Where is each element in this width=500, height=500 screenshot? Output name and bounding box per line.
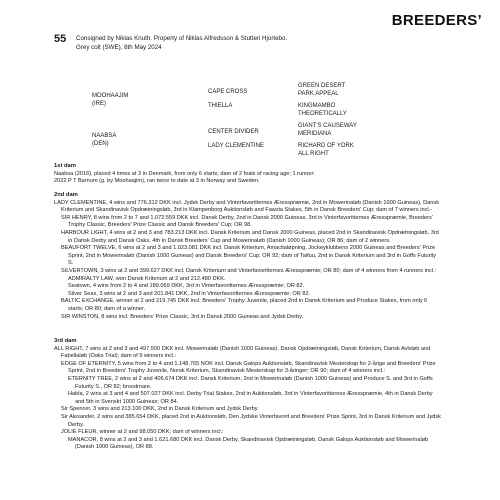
grand-progeny: ADMIRALTY LAW, won Dansk Kriterium at 2 and 212.480 DKK. <box>68 275 226 282</box>
third-dam-progeny: JOLIE FLEUR, winner at 2 and 98.050 DKK; dam of winners incl.: <box>61 429 224 436</box>
dam-dam-dam: ALL RIGHT <box>298 151 329 157</box>
lot-number: 55 <box>54 33 67 45</box>
third-dam-section <box>54 338 442 452</box>
first-dam-foal: 2022 P T Barnum (g. by Moohaajim), ran twice to date at 3 in Norway and Sweden. <box>54 178 260 185</box>
third-dam-progeny: Sir Spencer, 3 wins and 213.100 DKK, 2nd in Dansk Kriterium and Jydsk Derby. <box>61 406 259 413</box>
sire-dam-dam: THEORETICALLY <box>298 111 347 117</box>
sire-sire-dam: PARK APPEAL <box>298 91 339 97</box>
sire-name: MOOHAAJIM <box>92 93 129 99</box>
second-dam-heading: 2nd dam <box>54 192 78 198</box>
grand-progeny: Habla, 2 wins at 3 and 4 and 507.027 DKK incl. Derby Trial Stakes, 2nd in Auktionsløb, 3rd in Vinterfavoritternes Æresspræmie, 4th in Dansk Derby and 5th in Svenskt 1000 Guineas; OR 84. <box>68 391 433 405</box>
sire-dam-sire: KINGMAMBO <box>298 103 336 109</box>
second-dam-progeny: SIR WINSTON, 8 wins incl. Breeders' Prize Classic, 3rd in Dansk 2000 Guineas and Jydsk Derby. <box>61 313 304 320</box>
first-dam-heading: 1st dam <box>54 163 76 169</box>
dam-sire-sire: GIANT'S CAUSEWAY <box>298 123 357 129</box>
third-dam-progeny: Sir Alexander, 2 wins and 385.654 DKK, placed 2nd in Auktionsløb, Den Jydske Vinterfavorit and Breeders' Prize Sprint, 3rd in Dansk Kriterium and Jydsk Derby. <box>61 413 441 428</box>
dam-dam-sire: RICHARD OF YORK <box>298 143 354 149</box>
sire-sire: CAPE CROSS <box>208 89 248 95</box>
second-dam-main: LADY CLEMENTINE, 4 wins and 776.312 DKK incl. Jydsk Derby and Vinterfavoritternes Æresspræmie, 2nd in Mowerinaløb (Danish 1000 Guineas), Dansk Kriterium and Skandinavisk Opdrætningsløb, 3rd in Klampenborg Auktionsløb and Fawzia Stakes, 5th in Dansk Breeders' Cup; dam of 7 winners incl.- <box>54 199 440 214</box>
dam-country: (DEN) <box>92 141 109 147</box>
second-dam-progeny: BEAUFORT TWELVE, 6 wins at 2 and 3 and 1.023.081 DKK incl. Dansk Kriterium, Amacitaløpning, Jockeyklubbens 2000 Guineas and Breeders' Prize Sprint, 2nd in Mowerinaløb (Danish 1000 Guineas) and Dansk Breeders' Cup; OR 92; dam of Taifuu, 2nd in Dansk Kriterium and 3rd in Goffs Futurity S. <box>61 245 437 267</box>
third-dam-progeny: EDGE OF ETERNITY, 5 wins from 2 to 4 and 1.148.765 NOK incl. Dansk Galops Auktionsløb, Skandinavisk Mesterskap for 2-årige and Breeders' Prize Sprint, 2nd in Breeders' Trophy Juvenile, Norsk Kriterium, Skandinavisk Mesterskap for 3-åringer; OR 90; dam of 4 winners incl.: <box>61 360 436 375</box>
dam-sire-dam: MERIDIANA <box>298 131 332 137</box>
dam-dam: LADY CLEMENTINE <box>208 143 264 149</box>
consignment-info <box>76 34 456 52</box>
grand-progeny: Seatown, 4 wins from 2 to 4 and 189.069 DKK, 3rd in Vinterfavoritternes Æresspræmie; OR 82. <box>68 283 305 290</box>
grand-progeny: MANACOR, 8 wins at 2 and 3 and 1.621.680 DKK incl. Dansk Derby, Skandinavisk Opdrætningsløb, Dansk Galops Auktionsløb and Mowerinaløb (Danish 1000 Guineas), OR 88. <box>68 436 429 451</box>
third-dam-heading: 3rd dam <box>54 338 77 344</box>
sire-country: (IRE) <box>92 101 106 107</box>
third-dam-main: ALL RIGHT, 7 wins at 2 and 3 and 497.500 DKK incl. Mowerinaløb (Danish 1000 Guineas), Dansk Opdrætningsløb, Dansk Kriterium, Dansk Avlsløb and Fabellaløb (Oaks Trial); dam of 9 winners incl.: <box>54 345 431 360</box>
second-dam-progeny: BALTIC EXCHANGE, winner at 2 and 219.745 DKK incl. Breeders' Trophy Juvenile, placed 2nd in Dansk Kriterium and Produce Stakes, from only 6 starts; OR 80; dam of a winner. <box>61 298 428 312</box>
second-dam-section <box>54 192 442 321</box>
horse-description: Grey colt (SWE), 8th May 2024 <box>76 44 162 51</box>
second-dam-progeny: SIR HENRY, 8 wins from 2 to 7 and 1.072.559 DKK incl. Dansk Derby, 2nd in Dansk 2000 Guineas, 3rd in Vinterfavoritternes Æresspræmie, Breeders' Trophy Classic, Breeders' Prize Classic and Dansk Breeders' Cup; OR 98. <box>61 214 433 229</box>
first-dam-section <box>54 163 442 186</box>
dam-sire: CENTER DIVIDER <box>208 129 259 135</box>
second-dam-progeny: HARBOUR LIGHT, 4 wins at 2 and 3 and 783.213 DKK incl. Dansk Kriterium and Dansk 2000 Guineas, placed 2nd in Skandinavisk Opdrætningsløb, 3rd in Dansk Derby and Dansk Oaks, 4th in Dansk Breeders' Cup and Mowerinaløb (Danish 1000 Guineas); OR 86; dam of 2 winners. <box>61 229 439 244</box>
first-dam-text: Naabsa (2016), placed 4 times at 3 in Denmark, from only 6 starts; dam of 2 foals of racing age; 1 runner: <box>54 170 315 177</box>
grand-progeny: ETERNITY TREE, 2 wins at 2 and 406.674 DKK incl. Dansk Kriterium, 2nd in Mowerinaløb (Danish 1000 Guineas) and Produce S. and 3rd in Goffs Futurity S., OR 82; broodmare. <box>68 375 433 390</box>
second-dam-progeny: SILVERTOWN, 3 wins at 2 and 399.627 DKK incl. Dansk Kriterium and Vinterfavoritternes Æresspræmie; OR 80; dam of 4 winners from 4 runners incl.: <box>61 267 437 274</box>
grand-progeny: Silver Seas, 3 wins at 2 and 3 and 201.841 DKK, 2nd in Vinterfavoritternes Æresspræmie; OR 82. <box>68 290 311 297</box>
breeders-logo: BREEDERS’ <box>391 12 482 29</box>
sire-dam: THIELLA <box>208 103 233 109</box>
dam-name: NAABSA <box>92 133 117 139</box>
consignor-line: Consigned by Niklas Knuth. Property of Niklas Alfredsson & Stutteri Hjortebo. <box>76 35 288 42</box>
sire-sire-sire: GREEN DESERT <box>298 83 346 89</box>
